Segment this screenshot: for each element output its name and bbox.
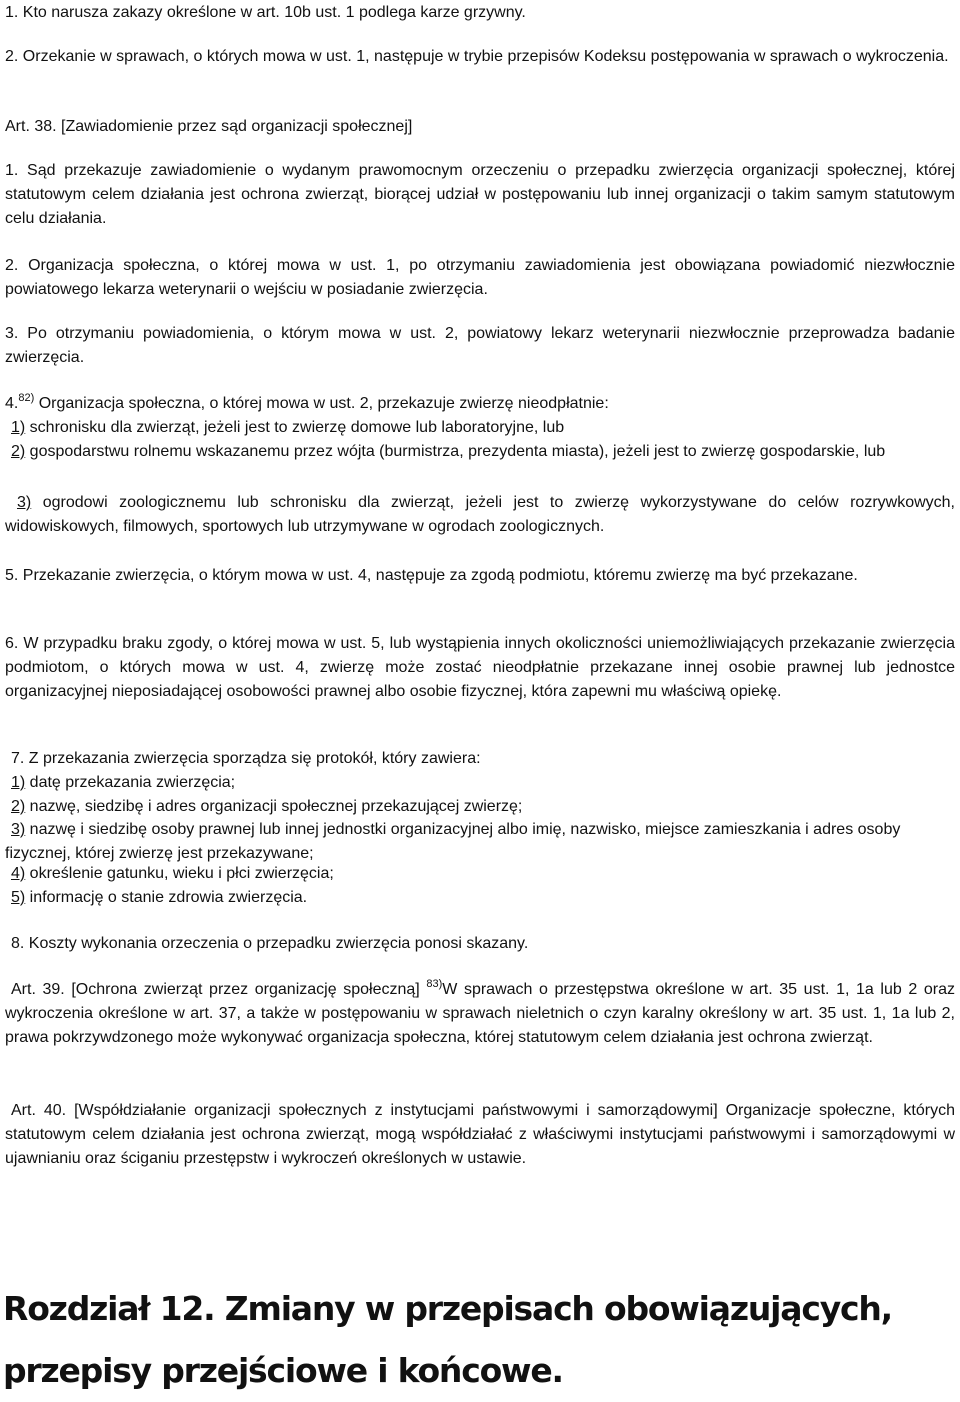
article-38-paragraph-2: 2. Organizacja społeczna, o której mowa w ust. 1, po otrzymaniu zawiadomienia jest obowiązana powiadomić niezwłocznie powiatowego lekarza weterynarii o wejściu w posiadanie zwierzęcia. [5,257,955,298]
list-item [5,416,955,440]
article-38-paragraph-1: 1. Sąd przekazuje zawiadomienie o wydanym prawomocnym orzeczeniu o przepadku zwierzęcia organizacji społecznej, której statutowym celem działania jest ochrona zwierząt, biorącej udział w postępowaniu lub innej organizacji o takim samym statutowym celu działania. [5,162,955,227]
list-item-number: 1) [11,419,26,436]
list-item [5,440,955,464]
paragraph-7-intro: 7. Z przekazania zwierzęcia sporządza się protokół, który zawiera: [11,750,481,767]
article-38-paragraph-4 [5,392,955,416]
list-item-text: informację o stanie zdrowia zwierzęcia. [25,889,308,906]
article-39-text: W sprawach o przestępstwa określone w art. 35 ust. 1, 1a lub 2 oraz wykroczenia określone w art. 37, a także w postępowaniu w sprawach nieletnich o czyn karalny określony w art. 35 ust. 1, 1a lub 2, prawa pokrzywdzonego może wykonywać organizacja społeczna, której statutowym celem działania jest ochrona zwierząt. [5,981,956,1046]
list-item [5,886,955,910]
article-40-text: Art. 40. [Współdziałanie organizacji społecznych z instytucjami państwowymi i samorządowymi] Organizacje społeczne, których statutowym celem działania jest ochrona zwierząt, mogą współdziałać z właściwymi instytucjami państwowymi i samorządowymi w ujawnianiu oraz ściganiu przestępstw i wykroczeń określonych w ustawie. [5,1102,955,1167]
paragraph-2: 2. Orzekanie w sprawach, o których mowa w ust. 1, następuje w trybie przepisów Kodeksu postępowania w sprawach o wykroczenia. [5,48,949,65]
article-38-paragraph-5: 5. Przekazanie zwierzęcia, o którym mowa w ust. 4, następuje za zgodą podmiotu, któremu zwierzę ma być przekazane. [5,567,858,584]
paragraph-number: 4. [5,395,19,412]
list-item [5,491,955,539]
article-38-paragraph-8 [5,932,955,956]
list-item-number: 1) [11,774,26,791]
article-38-heading: Art. 38. [Zawiadomienie przez sąd organizacji społecznej] [5,118,413,135]
list-item-number: 2) [11,798,26,815]
list-item [5,795,955,819]
list-item-number: 4) [11,865,26,882]
paragraph-1: 1. Kto narusza zakazy określone w art. 10b ust. 1 podlega karze grzywny. [5,4,526,21]
list-item-number: 3) [17,494,32,511]
footnote-ref-83: 83) [426,978,443,990]
article-38-paragraph-3: 3. Po otrzymaniu powiadomienia, o którym mowa w ust. 2, powiatowy lekarz weterynarii niezwłocznie przeprowadza badanie zwierzęcia. [5,325,955,366]
list-item-number: 3) [11,821,26,838]
list-item-text: określenie gatunku, wieku i płci zwierzęcia; [25,865,334,882]
list-item-number: 5) [11,889,26,906]
list-item-text: nazwę i siedzibę osoby prawnej lub innej jednostki organizacyjnej albo imię, nazwisko, miejsce zamieszkania i adres osoby fizycznej, której zwierzę jest przekazywane; [5,821,901,862]
list-item-text: schronisku dla zwierząt, jeżeli jest to zwierzę domowe lub laboratoryjne, lub [25,419,565,436]
list-item-text: gospodarstwu rolnemu wskazanemu przez wójta (burmistrza, prezydenta miasta), jeżeli jest to zwierzę gospodarskie, lub [25,443,886,460]
list-item [5,818,955,866]
list-item-number: 2) [11,443,26,460]
article-39-heading: Art. 39. [Ochrona zwierząt przez organizację społeczną] [11,981,427,998]
list-item-text: ogrodowi zoologicznemu lub schronisku dla zwierząt, jeżeli jest to zwierzę wykorzystywane do celów rozrywkowych, widowiskowych, filmowych, sportowych lub utrzymywane w ogrodach zoologicznych. [5,494,955,535]
article-39 [5,978,955,1050]
footnote-ref-82: 82) [18,392,35,404]
list-item [5,771,955,795]
article-38-paragraph-6: 6. W przypadku braku zgody, o której mowa w ust. 5, lub wystąpienia innych okoliczności uniemożliwiających przekazanie zwierzęcia podmiotom, o których mowa w ust. 4, zwierzę może zostać nieodpłatnie przekazane innej osobie prawnej lub jednostce organizacyjnej nieposiadającej osobowości prawnej albo osobie fizycznej, która zapewni mu właściwą opiekę. [5,635,955,700]
paragraph-4-intro: Organizacja społeczna, o której mowa w ust. 2, przekazuje zwierzę nieodpłatnie: [34,395,609,412]
article-38-paragraph-7 [5,747,955,771]
list-item [5,862,955,886]
list-item-text: datę przekazania zwierzęcia; [25,774,236,791]
list-item-text: nazwę, siedzibę i adres organizacji społecznej przekazującej zwierzę; [25,798,523,815]
article-40 [5,1099,955,1171]
paragraph-8-text: 8. Koszty wykonania orzeczenia o przepadku zwierzęcia ponosi skazany. [11,935,529,952]
chapter-title: Rozdział 12. Zmiany w przepisach obowiązujących, przepisy przejściowe i końcowe. [3,1289,892,1390]
